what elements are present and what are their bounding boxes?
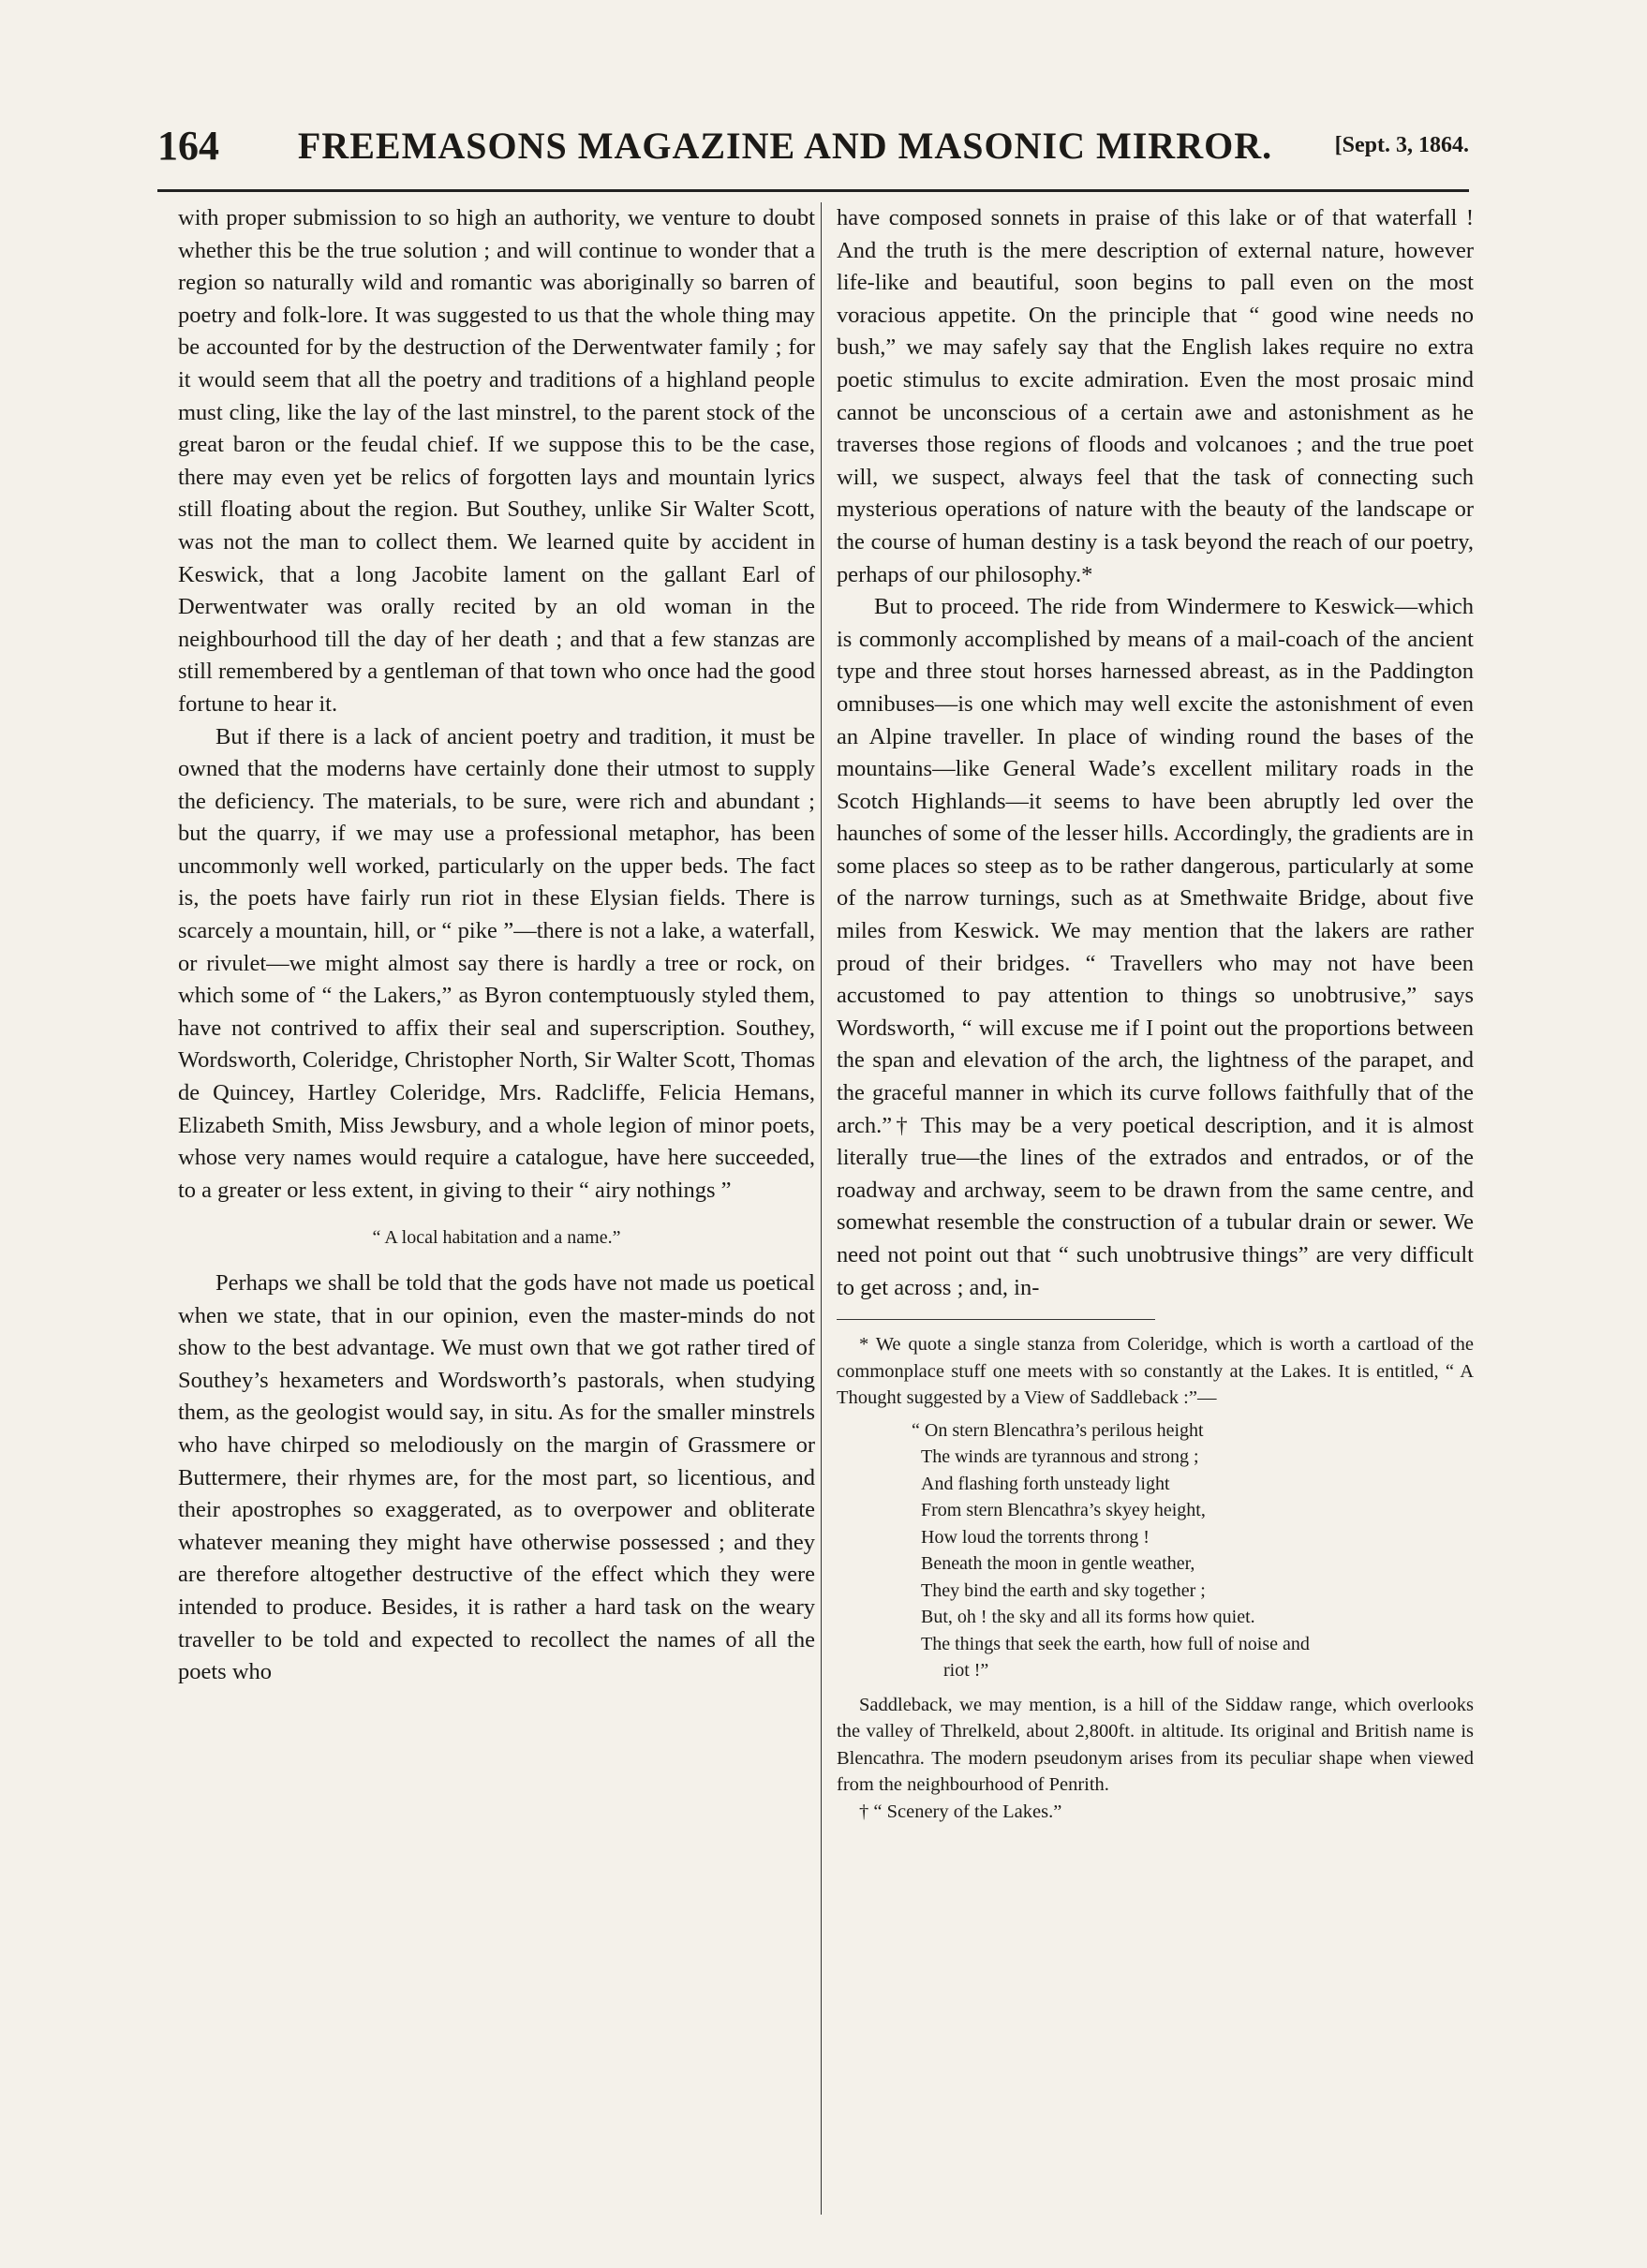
- poem-stanza: [912, 1417, 1474, 1684]
- page-header: [157, 112, 1469, 178]
- poem-line: And flashing forth unsteady light: [921, 1473, 1170, 1494]
- issue-date: [Sept. 3, 1864.: [1334, 133, 1469, 157]
- paragraph: have composed sonnets in praise of this lake or of that waterfall ! And the truth is the mere description of external nature, however life-like and beautiful, soon begins to pall even on the most voracious appetite. On the principle that “ good wine needs no bush,” we may safely say that the English lakes require no extra poetic stimulus to excite admiration. Even the most prosaic mind cannot be unconscious of a certain awe and astonishment as he traverses those regions of floods and volcanoes ; and the true poet will, we suspect, always feel that the task of connecting such mysterious operations of nature with the beauty of the landscape or the course of human destiny is a task beyond the reach of our poetry, perhaps of our philosophy.*: [837, 205, 1474, 587]
- poem-line: They bind the earth and sky together ;: [921, 1579, 1206, 1601]
- text-column-right: [837, 202, 1474, 2216]
- column-divider: [821, 202, 822, 2215]
- footnote: Saddleback, we may mention, is a hill of the Siddaw range, which overlooks the valley of Threlkeld, about 2,800ft. in altitude. Its original and British name is Blencathra. The modern pseudonym arises from its peculiar shape when viewed from the neighbourhood of Penrith.: [837, 1694, 1474, 1796]
- poem-line: riot !”: [943, 1660, 989, 1682]
- masthead-title: FREEMASONS MAGAZINE AND MASONIC MIRROR.: [297, 125, 1273, 167]
- footnote: * We quote a single stanza from Coleridge, which is worth a cartload of the commonplace stuff one meets with so constantly at the Lakes. It is entitled, “ A Thought suggested by a View of Saddleback :”—: [837, 1334, 1474, 1409]
- paragraph: But if there is a lack of ancient poetry and tradition, it must be owned that the moderns have certainly done their utmost to supply the deficiency. The materials, to be sure, were rich and abundant ; but the quarry, if we may use a professional metaphor, has been uncommonly well worked, particularly on the upper beds. The fact is, the poets have fairly run riot in these Elysian fields. There is scarcely a mountain, hill, or “ pike ”—there is not a lake, a waterfall, or rivulet—we might almost say there is hardly a tree or rock, on which some of “ the Lakers,” as Byron contemptuously styled them, have not contrived to affix their seal and superscription. Southey, Wordsworth, Coleridge, Christopher North, Sir Walter Scott, Thomas de Quincey, Hartley Coleridge, Mrs. Radcliffe, Felicia Hemans, Elizabeth Smith, Miss Jewsbury, and a whole legion of minor poets, whose very names would require a catalogue, have here succeeded, to a greater or less extent, in giving to their “ airy nothings ”: [178, 723, 815, 1203]
- footnotes: [837, 1331, 1474, 1825]
- footnote: † “ Scenery of the Lakes.”: [859, 1801, 1062, 1822]
- quotation-motto: “ A local habitation and a name.”: [372, 1227, 621, 1249]
- poem-line: From stern Blencathra’s skyey height,: [921, 1500, 1206, 1521]
- poem-line: Beneath the moon in gentle weather,: [921, 1553, 1195, 1575]
- footnote-rule: [837, 1319, 1155, 1320]
- poem-line: “ On stern Blencathra’s perilous height: [912, 1419, 1204, 1441]
- paragraph: Perhaps we shall be told that the gods have not made us poetical when we state, that in our opinion, even the master-minds do not show to the best advantage. We must own that we got rather tired of Southey’s hexameters and Wordsworth’s pastorals, when studying them, as the geologist would say, in situ. As for the smaller minstrels who have chirped so melodiously on the margin of Grassmere or Buttermere, their rhymes are, for the most part, so licentious, and their apostrophes so exaggerated, as to overpower and obliterate whatever meaning they might have otherwise possessed ; and they are therefore altogether destructive of the effect which they were intended to produce. Besides, it is rather a hard task on the weary traveller to be told and expected to recollect the names of all the poets who: [178, 1270, 815, 1685]
- poem-line: How loud the torrents throng !: [921, 1526, 1150, 1548]
- header-rule: [157, 189, 1469, 192]
- page-number: 164: [157, 123, 219, 169]
- paragraph: But to proceed. The ride from Windermere to Keswick—which is commonly accomplished by means of a mail-coach of the ancient type and three stout horses harnessed abreast, as in the Paddington omnibuses—is one which may well excite the astonishment of even an Alpine traveller. In place of winding round the bases of the mountains—like General Wade’s excellent military roads in the Scotch Highlands—it seems to have been abruptly led over the haunches of some of the lesser hills. Accordingly, the gradients are in some places so steep as to be rather dangerous, particularly at some of the narrow turnings, such as at Smethwaite Bridge, about five miles from Keswick. We may mention that the lakers are rather proud of their bridges. “ Travellers who may not have been accustomed to pay attention to things so unobtrusive,” says Wordsworth, “ will excuse me if I point out the proportions between the span and elevation of the arch, the lightness of the parapet, and the graceful manner in which its curve follows faithfully that of the arch.”† This may be a very poetical description, and it is almost literally true—the lines of the extrados and entrados, or of the roadway and archway, seem to be drawn from the same centre, and somewhat resemble the construction of a tubular drain or sewer. We need not point out that “ such unobtrusive things” are very difficult to get across ; and, in-: [837, 594, 1474, 1300]
- text-column-left: [178, 202, 815, 2216]
- poem-line: The winds are tyrannous and strong ;: [921, 1446, 1199, 1468]
- poem-line: The things that seek the earth, how full of noise and: [921, 1633, 1310, 1654]
- paragraph: with proper submission to so high an authority, we venture to doubt whether this be the true solution ; and will continue to wonder that a region so naturally wild and romantic was aboriginally so barren of poetry and folk-lore. It was suggested to us that the whole thing may be accounted for by the destruction of the Derwentwater family ; for it would seem that all the poetry and traditions of a highland people must cling, like the lay of the last minstrel, to the parent stock of the great baron or the feudal chief. If we suppose this to be the case, there may even yet be relics of forgotten lays and mountain lyrics still floating about the region. But Southey, unlike Sir Walter Scott, was not the man to collect them. We learned quite by accident in Keswick, that a long Jacobite lament on the gallant Earl of Derwentwater was orally recited by an old woman in the neighbourhood till the day of her death ; and that a few stanzas are still remembered by a gentleman of that town who once had the good fortune to hear it.: [178, 205, 815, 717]
- poem-line: But, oh ! the sky and all its forms how quiet.: [921, 1607, 1255, 1628]
